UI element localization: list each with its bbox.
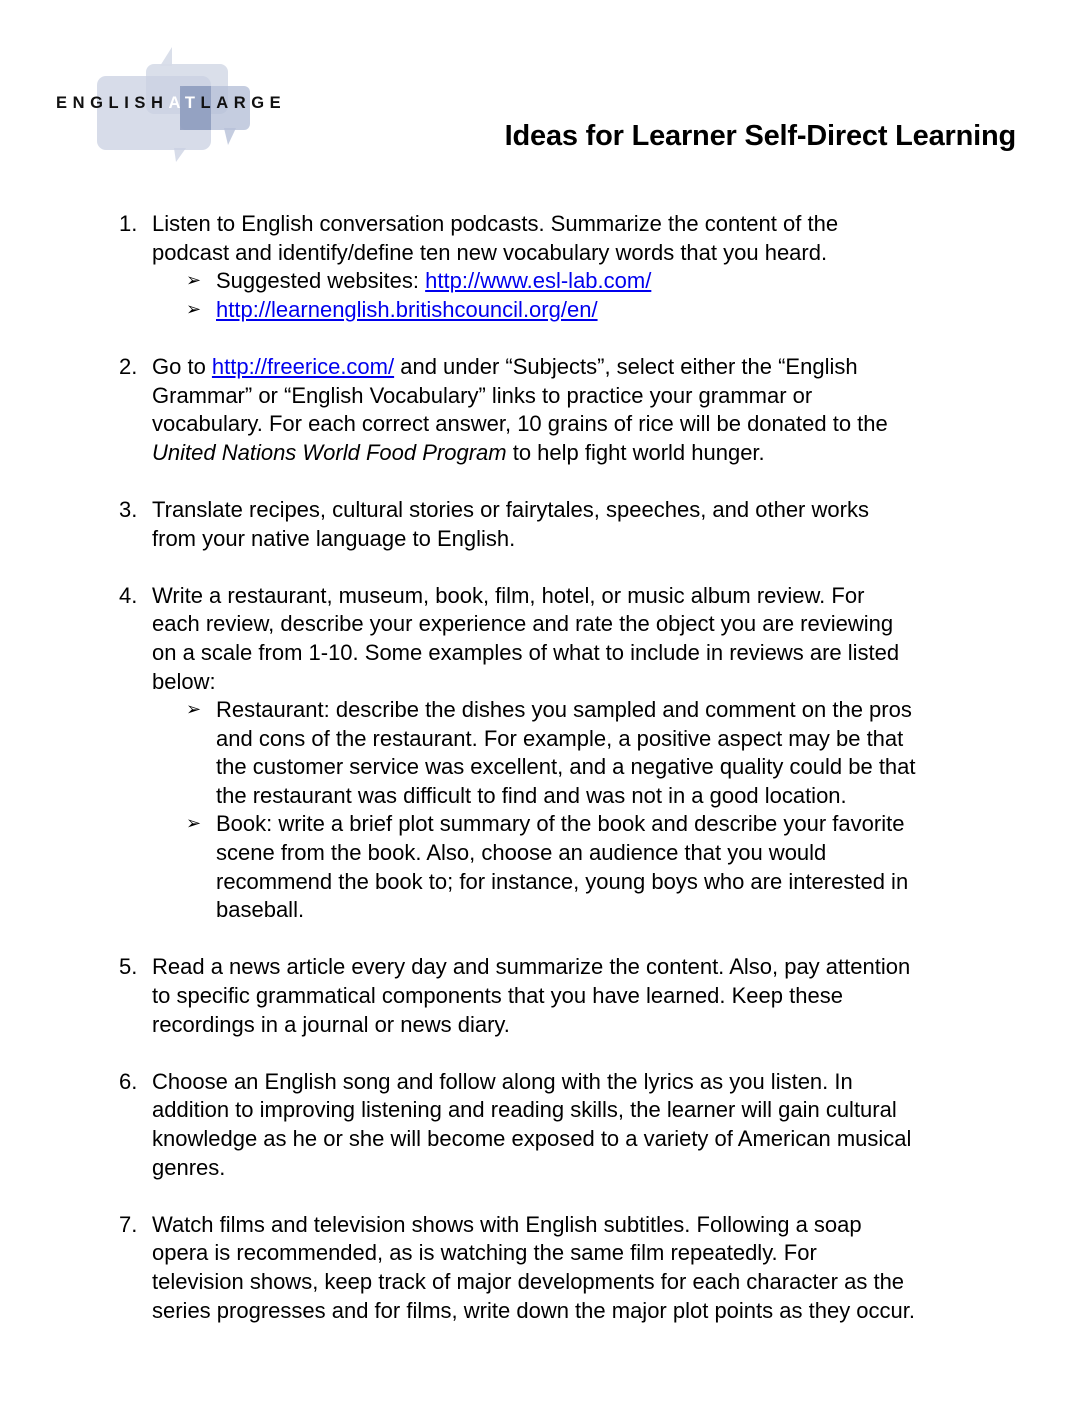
item-number: 6. — [119, 1068, 138, 1094]
sub-bullet-text — [0, 267, 1088, 296]
sub-bullet-label: Suggested websites: — [216, 268, 426, 294]
list-item — [0, 953, 1088, 1039]
item-number: 2. — [119, 353, 138, 379]
ideas-list — [0, 210, 1088, 1354]
esl-lab-link[interactable]: http://www.esl-lab.com/ — [425, 268, 652, 294]
logo-text-at: AT — [168, 94, 201, 112]
sub-bullet-text-line: recommend the book to; for instance, young boys who are interested in — [216, 868, 909, 894]
list-item — [0, 1068, 1088, 1182]
item-text-line: Grammar” or “English Vocabulary” links to practice your grammar or — [152, 382, 813, 408]
british-council-link[interactable]: http://learnenglish.britishcouncil.org/en/ — [216, 296, 598, 322]
freerice-link[interactable]: http://freerice.com/ — [211, 353, 395, 379]
list-item — [0, 353, 1088, 467]
item-text-line: each review, describe your experience and rate the object you are reviewing — [152, 611, 894, 637]
sub-bullet-text-line: scene from the book. Also, choose an audience that you would — [216, 840, 827, 866]
program-name: United Nations World Food Program — [152, 439, 507, 465]
arrow-bullet-icon: ➢ — [186, 813, 202, 835]
item-text-line: Choose an English song and follow along with the lyrics as you listen. In — [152, 1068, 853, 1094]
item-text-line: addition to improving listening and reading skills, the learner will gain cultural — [152, 1097, 897, 1123]
item-text-line: recordings in a journal or news diary. — [152, 1011, 510, 1037]
item-text-line: Read a news article every day and summarize the content. Also, pay attention — [152, 954, 911, 980]
item-text-line — [0, 353, 1088, 382]
sub-bullet-text-line: Book: write a brief plot summary of the book and describe your favorite — [216, 811, 905, 837]
sub-bullet-text-line: baseball. — [216, 897, 305, 923]
item-text-line: below: — [152, 668, 216, 694]
list-item — [0, 210, 1088, 324]
item-text: and under “Subjects”, select either the “English — [394, 353, 858, 379]
sub-bullet-text-line: the customer service was excellent, and a negative quality could be that — [216, 754, 916, 780]
item-text-line: vocabulary. For each correct answer, 10 grains of rice will be donated to the — [152, 411, 888, 437]
logo-text-large: LARGE — [200, 94, 287, 112]
item-number: 3. — [119, 496, 138, 522]
item-text-line: series progresses and for films, write down the major plot points as they occur. — [152, 1297, 916, 1323]
item-text-line: from your native language to English. — [152, 525, 516, 551]
sub-bullet — [0, 296, 1088, 325]
arrow-bullet-icon: ➢ — [186, 699, 202, 721]
item-text-line: podcast and identify/define ten new vocabulary words that you heard. — [152, 239, 828, 265]
sub-bullet-book — [0, 810, 1088, 924]
sub-bullet-text-line: the restaurant was difficult to find and was not in a good location. — [216, 782, 847, 808]
sub-bullet-restaurant — [0, 696, 1088, 810]
item-number: 1. — [119, 211, 138, 236]
speech-bubbles-icon — [0, 0, 320, 175]
item-text-line: Translate recipes, cultural stories or fairytales, speeches, and other works — [152, 496, 869, 522]
item-number: 7. — [119, 1211, 138, 1237]
item-text: to help fight world hunger. — [506, 439, 765, 465]
item-text-line: television shows, keep track of major developments for each character as the — [152, 1268, 905, 1294]
arrow-bullet-icon: ➢ — [186, 298, 202, 320]
item-number: 4. — [119, 582, 138, 608]
item-text-line: opera is recommended, as is watching the same film repeatedly. For — [152, 1240, 817, 1266]
sub-bullet — [0, 267, 1088, 296]
item-number: 5. — [119, 954, 138, 980]
sub-bullet-text-line: and cons of the restaurant. For example, a positive aspect may be that — [216, 725, 904, 751]
english-at-large-logo — [0, 0, 320, 175]
sub-bullet-text — [0, 296, 1088, 325]
logo-text-english: ENGLISH — [56, 94, 169, 112]
list-item — [0, 582, 1088, 925]
logo-wordmark — [56, 94, 286, 113]
list-item — [0, 1211, 1088, 1325]
arrow-bullet-icon: ➢ — [186, 270, 202, 292]
item-text-line: knowledge as he or she will become exposed to a variety of American musical — [152, 1126, 912, 1151]
item-text-line — [0, 439, 1088, 468]
page-title: Ideas for Learner Self-Direct Learning — [504, 120, 1016, 152]
list-item — [0, 496, 1088, 553]
sub-bullet-text-line: Restaurant: describe the dishes you sampled and comment on the pros — [216, 697, 912, 723]
item-text-line: on a scale from 1-10. Some examples of what to include in reviews are listed — [152, 639, 900, 665]
item-text-line: genres. — [152, 1154, 226, 1180]
item-text-line: Watch films and television shows with English subtitles. Following a soap — [152, 1211, 862, 1237]
item-text-line: Listen to English conversation podcasts. Summarize the content of the — [152, 211, 839, 236]
item-text-line: Write a restaurant, museum, book, film, hotel, or music album review. For — [152, 582, 865, 608]
item-text: Go to — [152, 353, 212, 379]
item-text-line: to specific grammatical components that you have learned. Keep these — [152, 983, 843, 1009]
